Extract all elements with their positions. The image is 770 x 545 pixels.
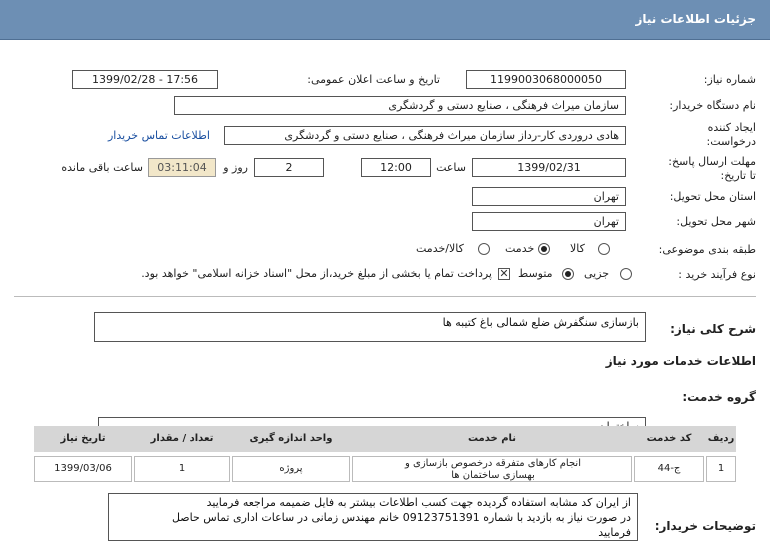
summary-text: بازسازی سنگفرش ضلع شمالی باغ کتیبه ها — [442, 316, 639, 329]
category-goods-label: کالا — [570, 242, 585, 255]
city-field[interactable]: تهران — [472, 212, 626, 231]
page-header — [0, 0, 770, 40]
table-cell — [352, 456, 632, 482]
buyer-contact-link[interactable]: اطلاعات تماس خریدار — [108, 129, 210, 142]
table-cell — [34, 456, 132, 482]
process-minor-radio[interactable] — [620, 268, 632, 280]
announce-date-label: تاریخ و ساعت اعلان عمومی: — [307, 73, 440, 86]
buyer-notes-box — [108, 493, 638, 541]
deadline-label-line2: تا تاریخ: — [720, 169, 756, 182]
table-cell — [634, 456, 704, 482]
process-type-label: نوع فرآیند خرید : — [678, 268, 756, 281]
category-service-radio[interactable] — [538, 243, 550, 255]
remaining-time-label: ساعت باقی مانده — [61, 161, 143, 174]
cell-quantity: 1 — [178, 463, 186, 474]
section-divider — [14, 296, 756, 297]
deadline-time-field[interactable]: 12:00 — [361, 158, 431, 177]
city-label: شهر محل تحویل: — [676, 215, 756, 228]
province-field[interactable]: تهران — [472, 187, 626, 206]
col-unit: واحد اندازه گیری — [249, 433, 333, 444]
category-service-label: خدمت — [505, 242, 535, 255]
creator-field[interactable]: هادی دروردی کار-رداز سازمان میراث فرهنگی ، صنایع دستی و گردشگری — [224, 126, 626, 145]
col-row: ردیف — [707, 433, 735, 444]
buyer-notes-label: توضیحات خریدار: — [654, 519, 756, 533]
need-number-label: شماره نیاز: — [703, 73, 756, 86]
service-group-label: گروه خدمت: — [682, 390, 756, 404]
buyer-org-field[interactable]: سازمان میراث فرهنگی ، صنایع دستی و گردشگری — [174, 96, 626, 115]
buyer-notes-line-3: فرمایید — [598, 526, 631, 539]
days-label: روز و — [223, 161, 248, 174]
days-remaining-field[interactable]: 2 — [254, 158, 324, 177]
col-quantity: تعداد / مقدار — [150, 433, 214, 444]
category-goods-radio[interactable] — [598, 243, 610, 255]
creator-label-line1: ایجاد کننده — [707, 121, 756, 134]
buyer-notes-line-2: در صورت نیاز به بازدید با شماره 09123751391 خانم مهندس زمانی در ساعات اداری تماس حاصل — [171, 511, 631, 524]
deadline-date-field[interactable]: 1399/02/31 — [472, 158, 626, 177]
cell-service-code: ج-44 — [657, 463, 681, 474]
col-service-code: کد خدمت — [646, 433, 692, 444]
treasury-payment-note: پرداخت تمام یا بخشی از مبلغ خرید،از محل "اسناد خزانه اسلامی" خواهد بود. — [141, 267, 492, 280]
cell-service-name: انجام کارهای متفرقه درخصوص بازسازی و بهسازی ساختمان ها — [405, 458, 581, 481]
creator-label-line2: درخواست: — [706, 135, 756, 148]
table-row — [706, 456, 736, 482]
buyer-notes-line-1: از ایران کد مشابه استفاده گردیده جهت کسب اطلاعات بیشتر به فایل ضمیمه مراجعه فرمایید — [206, 496, 631, 509]
cell-unit: پروژه — [279, 463, 303, 474]
table-cell — [232, 456, 350, 482]
services-table-header — [34, 426, 736, 452]
province-label: استان محل تحویل: — [669, 190, 756, 203]
category-goods-service-label: کالا/خدمت — [416, 242, 464, 255]
process-medium-radio[interactable] — [562, 268, 574, 280]
summary-box — [94, 312, 646, 342]
process-minor-label: جزیی — [584, 267, 610, 280]
cell-row-number: 1 — [717, 463, 725, 474]
announce-date-field[interactable]: 1399/02/28 - 17:56 — [72, 70, 218, 89]
remaining-time-field: 03:11:04 — [148, 158, 216, 177]
deadline-label-line1: مهلت ارسال پاسخ: — [668, 155, 756, 168]
table-cell — [134, 456, 230, 482]
services-section-title: اطلاعات خدمات مورد نیاز — [605, 354, 756, 368]
col-service-name: نام خدمت — [467, 433, 517, 444]
cell-need-date: 1399/03/06 — [54, 463, 112, 474]
process-medium-label: متوسط — [518, 267, 553, 280]
buyer-org-label: نام دستگاه خریدار: — [669, 99, 756, 112]
category-label: طبقه بندی موضوعی: — [658, 243, 756, 256]
category-goods-service-radio[interactable] — [478, 243, 490, 255]
deadline-time-label: ساعت — [436, 161, 466, 174]
summary-label: شرح کلی نیاز: — [670, 322, 756, 336]
need-number-field[interactable]: 1199003068000050 — [466, 70, 626, 89]
page-title: جزئیات اطلاعات نیاز — [635, 12, 756, 26]
col-need-date: تاریخ نیاز — [60, 433, 106, 444]
treasury-payment-checkbox[interactable]: ✕ — [499, 267, 509, 280]
